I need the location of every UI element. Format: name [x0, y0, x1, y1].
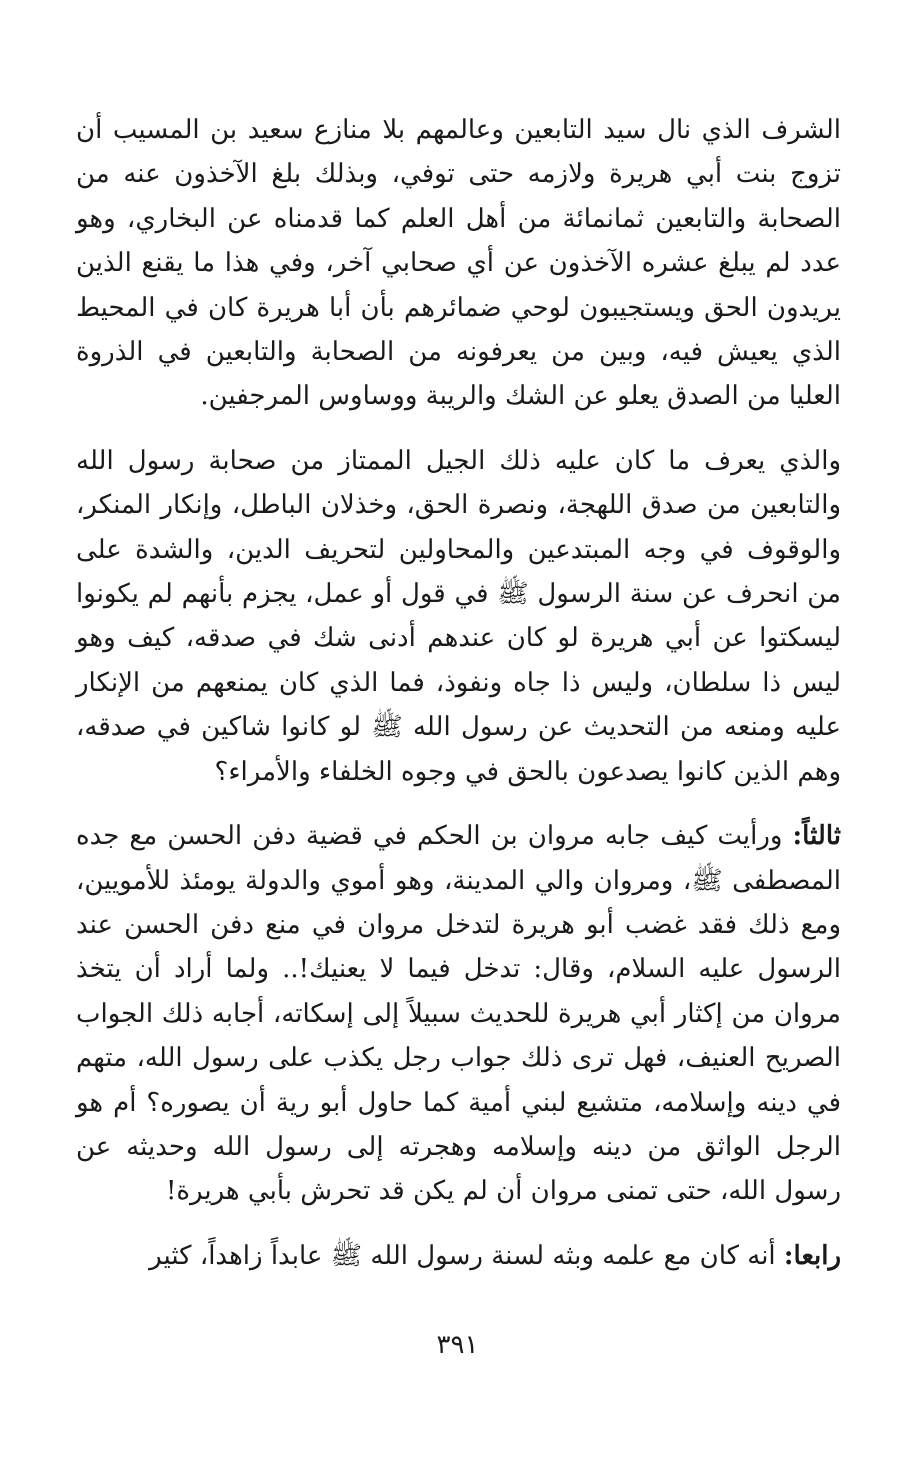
- page-number: ٣٩١: [436, 1330, 479, 1360]
- paragraph-3-lead: ثالثاً:: [792, 821, 841, 852]
- paragraph-2-text: والذي يعرف ما كان عليه ذلك الجيل الممتاز من صحابة رسول الله والتابعين من صدق اللهجة، ونصرة الحق، وخذلان الباطل، وإنكار المنكر، والوقوف في وجه المبتدعين والمحاولين لتحريف الدين، والشدة على من انحرف عن سنة الرسول ﷺ في قول أو عمل، يجزم بأنهم لم يكونوا ليسكتوا عن أبي هريرة لو كان عندهم أدنى شك في صدقه، كيف وهو ليس ذا سلطان، وليس ذا جاه ونفوذ، فما الذي كان يمنعهم من الإنكار عليه ومنعه من التحديث عن رسول الله ﷺ لو كانوا شاكين في صدقه، وهم الذين كانوا يصدعون بالحق في وجوه الخلفاء والأمراء؟: [76, 445, 841, 787]
- paragraph-2: [76, 439, 841, 794]
- paragraph-1-text: الشرف الذي نال سيد التابعين وعالمهم بلا منازع سعيد بن المسيب أن تزوج بنت أبي هريرة ولازمه حتى توفي، وبذلك بلغ الآخذون عنه من الصحابة والتابعين ثمانمائة من أهل العلم كما قدمناه عن البخاري، وهو عدد لم يبلغ عشره الآخذون عن أي صحابي آخر، وفي هذا ما يقنع الذين يريدون الحق ويستجيبون لوحي ضمائرهم بأن أبا هريرة كان في المحيط الذي يعيش فيه، وبين من يعرفونه من الصحابة والتابعين في الذروة العليا من الصدق يعلو عن الشك والريبة ووساوس المرجفين.: [76, 115, 841, 412]
- paragraph-4-text: أنه كان مع علمه وبثه لسنة رسول الله ﷺ عابداً زاهداً، كثير: [149, 1240, 784, 1271]
- paragraph-1: [76, 108, 841, 419]
- page-body: [76, 108, 841, 1278]
- paragraph-3-text: ورأيت كيف جابه مروان بن الحكم في قضية دفن الحسن مع جده المصطفى ﷺ، ومروان والي المدينة، وهو أموي والدولة يومئذ للأمويين، ومع ذلك فقد غضب أبو هريرة لتدخل مروان في منع دفن الحسن عند الرسول عليه السلام، وقال: تدخل فيما لا يعنيك!.. ولما أراد أن يتخذ مروان من إكثار أبي هريرة للحديث سبيلاً إلى إسكاته، أجابه ذلك الجواب الصريح العنيف، فهل ترى ذلك جواب رجل يكذب على رسول الله، متهم في دينه وإسلامه، متشيع لبني أمية كما حاول أبو رية أن يصوره؟ أم هو الرجل الواثق من دينه وإسلامه وهجرته إلى رسول الله وحديثه عن رسول الله، حتى تمنى مروان أن لم يكن قد تحرش بأبي هريرة!: [76, 821, 841, 1207]
- paragraph-4: [76, 1234, 841, 1278]
- paragraph-3: [76, 814, 841, 1214]
- paragraph-4-lead: رابعا:: [783, 1240, 841, 1271]
